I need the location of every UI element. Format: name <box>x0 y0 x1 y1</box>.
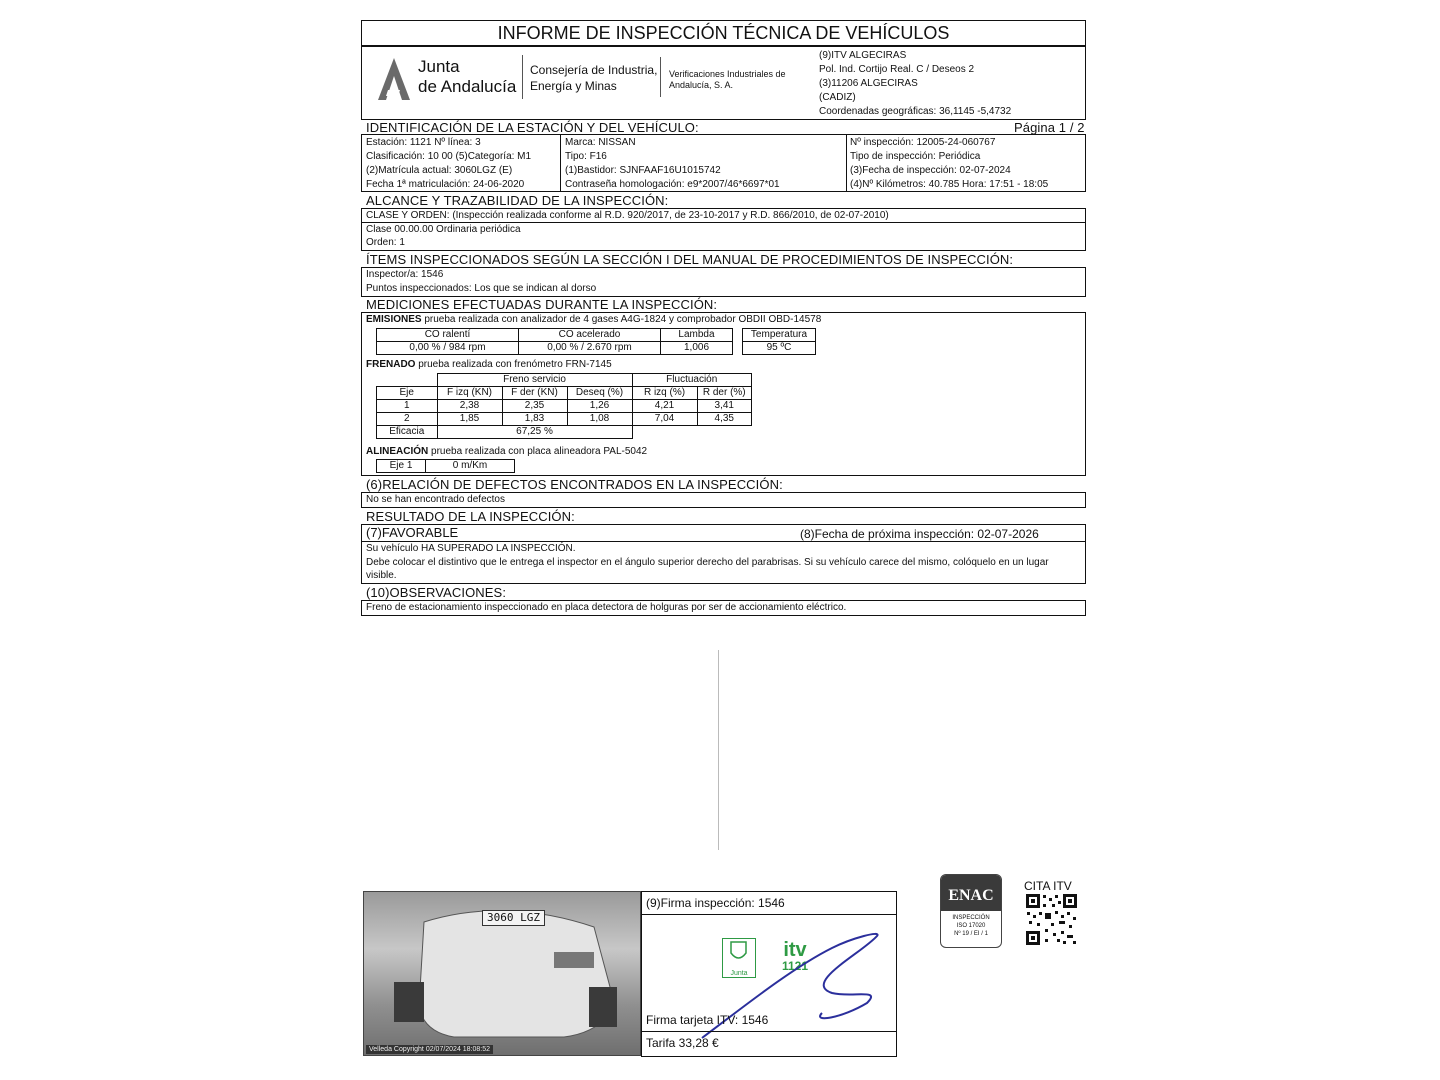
enac-text: INSPECCIÓN <box>952 915 990 921</box>
stamp-itv-text: itv <box>783 939 807 961</box>
scan-artifact-line <box>718 650 719 850</box>
signature-box <box>641 891 897 1057</box>
observations-heading: (10)OBSERVACIONES: <box>366 585 507 600</box>
page-number: Página 1 / 2 <box>1014 120 1085 135</box>
identification-divider <box>846 135 847 191</box>
measurements-box <box>361 312 1086 476</box>
result-heading: RESULTADO DE LA INSPECCIÓN: <box>366 509 575 524</box>
station-line: (CADIZ) <box>819 92 856 103</box>
report-title: INFORME DE INSPECCIÓN TÉCNICA DE VEHÍCULOS <box>497 23 950 43</box>
tariff: Tarifa 33,28 € <box>646 1036 719 1050</box>
braking-cell: 4,35 <box>697 413 752 426</box>
consejeria-line2: Energía y Minas <box>530 79 617 93</box>
junta-andalucia-logo-icon <box>376 56 412 102</box>
id-field: (4)Nº Kilómetros: 40.785 Hora: 17:51 - 18:05 <box>850 179 1049 190</box>
photo-caption: Velleda Copyright 02/07/2024 18:08:52 <box>366 1045 493 1054</box>
efficiency-value: 67,25 % <box>437 426 632 439</box>
braking-row <box>377 400 752 413</box>
braking-header: Eje <box>377 387 438 400</box>
items-box <box>361 267 1086 297</box>
enac-logo: ENAC <box>941 875 1001 911</box>
logo-junta-line1: Junta <box>418 57 460 76</box>
signature-divider <box>642 914 896 915</box>
defects-box <box>361 492 1086 508</box>
braking-cell: 2,35 <box>502 400 567 413</box>
emissions-table <box>376 328 733 355</box>
license-plate: 3060 LGZ <box>482 910 545 926</box>
header-box <box>361 46 1086 120</box>
emissions-header: Lambda <box>661 329 733 342</box>
emissions-header: CO ralentí <box>377 329 519 342</box>
scope-heading: ALCANCE Y TRAZABILIDAD DE LA INSPECCIÓN: <box>366 193 669 208</box>
cita-itv-label: CITA ITV <box>1024 879 1072 893</box>
inspector: Inspector/a: 1546 <box>366 269 444 280</box>
emissions-value: 0,00 % / 984 rpm <box>377 342 519 355</box>
signature-divider <box>642 1031 896 1032</box>
braking-header: F izq (KN) <box>437 387 502 400</box>
card-signature: Firma tarjeta ITV: 1546 <box>646 1013 769 1027</box>
clase-orden: CLASE Y ORDEN: (Inspección realizada conforme al R.D. 920/2017, de 23-10-2017 y R.D. 866/2010, de 02-07-2010) <box>366 210 889 221</box>
result-line: visible. <box>366 570 397 581</box>
enac-text: ISO 17020 <box>956 923 986 929</box>
braking-cell: 1,08 <box>567 413 632 426</box>
braking-group-header: Freno servicio <box>437 374 632 387</box>
measurements-heading: MEDICIONES EFECTUADAS DURANTE LA INSPECCIÓN: <box>366 297 718 312</box>
vehicle-column <box>565 136 780 192</box>
braking-cell: 1,26 <box>567 400 632 413</box>
observations-text: Freno de estacionamiento inspeccionado en placa detectora de holguras por ser de accionamiento eléctrico. <box>366 602 847 613</box>
braking-row <box>377 413 752 426</box>
defects-text: No se han encontrado defectos <box>366 494 505 505</box>
braking-table <box>376 373 752 439</box>
result-line: Su vehículo HA SUPERADO LA INSPECCIÓN. <box>366 543 576 554</box>
braking-header: F der (KN) <box>502 387 567 400</box>
qr-code-icon <box>1025 893 1078 946</box>
braking-header: Deseq (%) <box>567 387 632 400</box>
verificaciones-line2: Andalucía, S. A. <box>669 80 734 90</box>
id-field: Contraseña homologación: e9*2007/46*6697*01 <box>565 179 780 190</box>
enac-badge <box>940 874 1002 948</box>
temperature-header: Temperatura <box>743 329 816 342</box>
station-column <box>366 136 531 192</box>
id-field: Nº inspección: 12005-24-060767 <box>850 137 996 148</box>
station-line: (3)11206 ALGECIRAS <box>819 78 918 89</box>
alignment-axle: Eje 1 <box>377 460 426 473</box>
temperature-value: 95 ºC <box>743 342 816 355</box>
identification-divider <box>560 135 561 191</box>
id-field: Tipo: F16 <box>565 151 607 162</box>
braking-header: R izq (%) <box>632 387 697 400</box>
id-field: (3)Fecha de inspección: 02-07-2024 <box>850 165 1011 176</box>
emissions-header: CO acelerado <box>519 329 661 342</box>
id-field: (1)Bastidor: SJNFAAF16U1015742 <box>565 165 721 176</box>
id-field: (2)Matrícula actual: 3060LGZ (E) <box>366 165 513 176</box>
braking-cell: 2 <box>377 413 438 426</box>
observations-box <box>361 600 1086 616</box>
emissions-value: 0,00 % / 2.670 rpm <box>519 342 661 355</box>
report-title-box <box>361 20 1086 46</box>
emissions-desc: prueba realizada con analizador de 4 gases A4G-1824 y comprobador OBDII OBD-14578 <box>421 314 822 325</box>
station-line: (9)ITV ALGECIRAS <box>819 50 907 61</box>
id-field: Marca: NISSAN <box>565 137 636 148</box>
alignment-label: ALINEACIÓN <box>366 446 429 457</box>
logo-junta-line2: de Andalucía <box>418 77 517 96</box>
verificaciones-line1: Verificaciones Industriales de <box>669 69 786 79</box>
braking-cell: 1,83 <box>502 413 567 426</box>
braking-cell: 2,38 <box>437 400 502 413</box>
result-verdict: (7)FAVORABLE <box>366 525 459 540</box>
braking-cell: 1 <box>377 400 438 413</box>
consejeria-line1: Consejería de Industria, <box>530 63 658 77</box>
emissions-label: EMISIONES <box>366 314 422 325</box>
alignment-line <box>366 445 647 459</box>
qr-code[interactable] <box>1025 893 1078 946</box>
id-field: Estación: 1121 Nº línea: 3 <box>366 137 481 148</box>
logo-divider <box>522 55 523 99</box>
clase: Clase 00.00.00 Ordinaria periódica <box>366 224 521 235</box>
next-inspection-date: (8)Fecha de próxima inspección: 02-07-2026 <box>800 527 1039 541</box>
stamp-junta-text: Junta <box>730 970 748 977</box>
braking-cell: 1,85 <box>437 413 502 426</box>
braking-line <box>366 358 612 372</box>
inspection-column <box>850 136 1048 192</box>
braking-label: FRENADO <box>366 359 416 370</box>
id-field: Fecha 1ª matriculación: 24-06-2020 <box>366 179 525 190</box>
efficiency-label: Eficacia <box>377 426 438 439</box>
defects-heading: (6)RELACIÓN DE DEFECTOS ENCONTRADOS EN LA INSPECCIÓN: <box>366 477 783 492</box>
alignment-desc: prueba realizada con placa alineadora PAL-5042 <box>428 446 648 457</box>
handwritten-signature-icon <box>682 928 892 1048</box>
enac-text: Nº 19 / EI / 1 <box>954 931 988 937</box>
station-info <box>819 49 1011 119</box>
braking-group-header: Fluctuación <box>632 374 752 387</box>
scope-box <box>361 208 1086 251</box>
id-field: Tipo de inspección: Periódica <box>850 151 981 162</box>
braking-cell: 3,41 <box>697 400 752 413</box>
id-field: Clasificación: 10 00 (5)Categoría: M1 <box>366 151 532 162</box>
station-line: Pol. Ind. Cortijo Real. C / Deseos 2 <box>819 64 975 75</box>
inspected-points: Puntos inspeccionados: Los que se indican al dorso <box>366 283 597 294</box>
efficiency-empty <box>632 426 752 439</box>
temperature-table <box>742 328 816 355</box>
identification-heading: IDENTIFICACIÓN DE LA ESTACIÓN Y DEL VEHÍCULO: <box>366 120 699 135</box>
station-line: Coordenadas geográficas: 36,1145 -5,4732 <box>819 106 1012 117</box>
orden: Orden: 1 <box>366 237 405 248</box>
result-line: Debe colocar el distintivo que le entrega el inspector en el ángulo superior derecho del parabrisas. Si su vehículo carece del mismo, colóquelo en un lugar <box>366 557 1049 568</box>
vehicle-photo <box>363 891 641 1056</box>
logo-divider-2 <box>660 57 661 97</box>
braking-cell: 7,04 <box>632 413 697 426</box>
alignment-value: 0 m/Km <box>426 460 515 473</box>
items-heading: ÍTEMS INSPECCIONADOS SEGÚN LA SECCIÓN I DEL MANUAL DE PROCEDIMIENTOS DE INSPECCIÓN: <box>366 252 1014 267</box>
emissions-value: 1,006 <box>661 342 733 355</box>
stamp-number: 1121 <box>782 959 809 973</box>
signature-label: (9)Firma inspección: 1546 <box>646 896 785 910</box>
braking-header: R der (%) <box>697 387 752 400</box>
result-box <box>361 524 1086 584</box>
emissions-line <box>366 313 821 327</box>
braking-desc: prueba realizada con frenómetro FRN-7145 <box>415 359 612 370</box>
identification-box <box>361 134 1086 192</box>
braking-corner <box>377 374 438 387</box>
braking-cell: 4,21 <box>632 400 697 413</box>
alignment-table <box>376 459 515 473</box>
